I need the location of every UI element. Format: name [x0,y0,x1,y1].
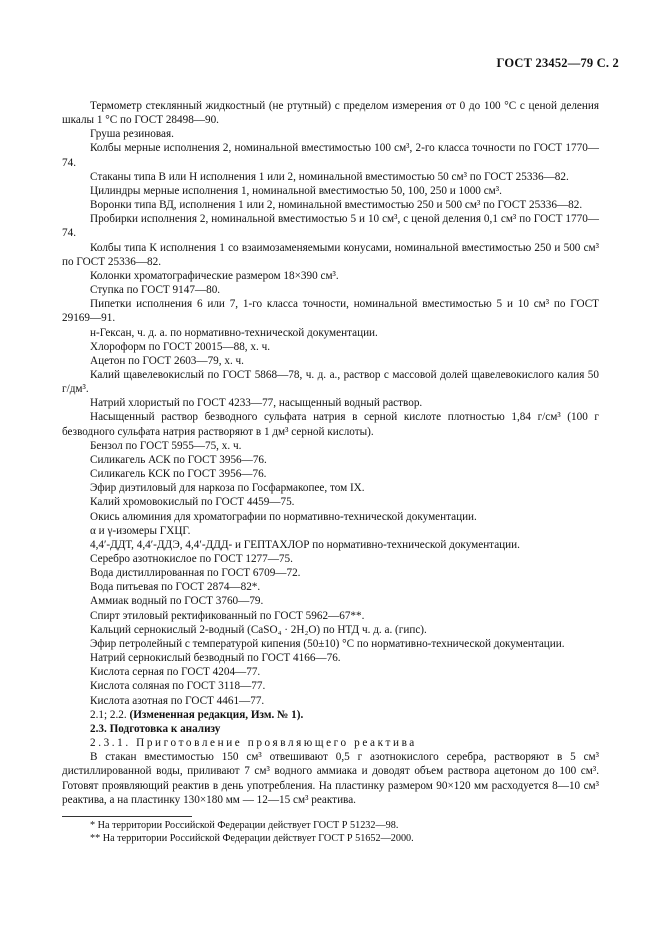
paragraph: н-Гексан, ч. д. а. по нормативно-технической документации. [90,326,378,339]
paragraph: Кальций сернокислый 2-водный (CaSO₄ · 2H₂O) по НТД ч. д. а. (гипс). [90,623,427,636]
paragraph: Окись алюминия для хроматографии по нормативно-технической документации. [90,510,477,523]
paragraph: α и γ-изомеры ГХЦГ. [90,524,191,537]
paragraph: Эфир диэтиловый для наркоза по Госфармакопее, том IX. [90,482,365,495]
paragraph: Серебро азотнокислое по ГОСТ 1277—75. [90,553,293,565]
paragraph: Силикагель КСК по ГОСТ 3956—76. [90,468,267,481]
paragraph: Термометр стеклянный жидкостный (не ртутный) с пределом измерения от 0 до 100 °С с ценой деления шкалы 1 °С по ГОСТ 28498—90. [62,100,599,127]
paragraph: Пробирки исполнения 2, номинальной вместимостью 5 и 10 см³, с ценой деления 0,1 см³ по ГОСТ 1770—74. [62,213,599,240]
paragraph: Бензол по ГОСТ 5955—75, х. ч. [90,439,242,452]
paragraph: Пипетки исполнения 6 или 7, 1-го класса точности, номинальной вместимостью 5 и 10 см³ по ГОСТ 29169—91. [62,298,599,325]
document-body [62,99,599,807]
paragraph: Колонки хроматографические размером 18×390 см³. [90,269,339,282]
page-header: ГОСТ 23452—79 С. 2 [496,56,619,70]
paragraph: Колбы мерные исполнения 2, номинальной вместимостью 100 см³, 2-го класса точности по ГОСТ 1770—74. [62,142,599,169]
footnote: * На территории Российской Федерации действует ГОСТ Р 51232—98. [90,820,399,831]
section-heading: 2.3. Подготовка к анализу [90,722,221,735]
paragraph: Цилиндры мерные исполнения 1, номинальной вместимостью 50, 100, 250 и 1000 см³. [90,184,502,197]
amendment-prefix: 2.1; 2.2. [90,708,130,721]
paragraph: Силикагель АСК по ГОСТ 3956—76. [90,453,267,466]
paragraph: Натрий сернокислый безводный по ГОСТ 4166—76. [90,652,341,665]
paragraph: Воронки типа ВД, исполнения 1 или 2, номинальной вместимостью 250 и 500 см³ по ГОСТ 25336—82. [90,199,583,212]
footnote: ** На территории Российской Федерации действует ГОСТ Р 51652—2000. [90,833,414,845]
paragraph: Кислота серная по ГОСТ 4204—77. [90,666,261,679]
amendment-text: (Измененная редакция, Изм. № 1). [129,708,304,721]
paragraph: Вода питьевая по ГОСТ 2874—82*. [90,581,261,594]
paragraph-list [62,99,599,708]
paragraph: Эфир петролейный с температурой кипения (50±10) °С по нормативно-технической документации. [90,637,565,650]
paragraph: Калий хромовокислый по ГОСТ 4459—75. [90,496,295,509]
paragraph: Груша резиновая. [90,128,174,141]
footnote-divider [62,816,192,817]
paragraph: Натрий хлористый по ГОСТ 4233—77, насыщенный водный раствор. [90,397,423,410]
paragraph: Спирт этиловый ректификованный по ГОСТ 5962—67**. [90,609,365,622]
final-paragraph: В стакан вместимостью 150 см³ отвешивают 0,5 г азотнокислого серебра, растворяют в 5 см³ дистиллированной воды, приливают 7 см³ водного аммиака и доводят объем раствора ацетоном до 100 см³. Готовят проявляющий реактив в день употребления. На пластинку размером 90×120 мм расходуется 8—10 см³ реактива, а на пластинку 130×180 мм — 12—15 см³ реактива. [62,751,599,806]
paragraph: Кислота соляная по ГОСТ 3118—77. [90,680,266,693]
paragraph: Вода дистиллированная по ГОСТ 6709—72. [90,567,301,580]
paragraph: Аммиак водный по ГОСТ 3760—79. [90,595,264,608]
footnotes [62,819,599,846]
subsection-heading: 2.3.1. Приготовление проявляющего реактива [90,737,417,750]
paragraph: Ацетон по ГОСТ 2603—79, х. ч. [90,354,244,367]
paragraph: Стаканы типа В или Н исполнения 1 или 2, номинальной вместимостью 50 см³ по ГОСТ 25336—82. [90,170,569,183]
paragraph: 4,4′-ДДТ, 4,4′-ДДЭ, 4,4′-ДДД- и ГЕПТАХЛОР по нормативно-технической документации. [90,538,520,551]
paragraph: Хлороформ по ГОСТ 20015—88, х. ч. [90,340,271,353]
paragraph: Насыщенный раствор безводного сульфата натрия в серной кислоте плотностью 1,84 г/см³ (100 г безводного сульфата натрия растворяют в 1 дм³ серной кислоты). [62,411,599,438]
amendment-note [62,708,599,722]
paragraph: Колбы типа К исполнения 1 со взаимозаменяемыми конусами, номинальной вместимостью 250 и 500 см³ по ГОСТ 25336—82. [62,241,599,268]
paragraph: Калий щавелевокислый по ГОСТ 5868—78, ч. д. а., раствор с массовой долей щавелевокислого калия 50 г/дм³. [62,368,599,396]
paragraph: Кислота азотная по ГОСТ 4461—77. [90,694,265,707]
paragraph: Ступка по ГОСТ 9147—80. [90,284,221,297]
